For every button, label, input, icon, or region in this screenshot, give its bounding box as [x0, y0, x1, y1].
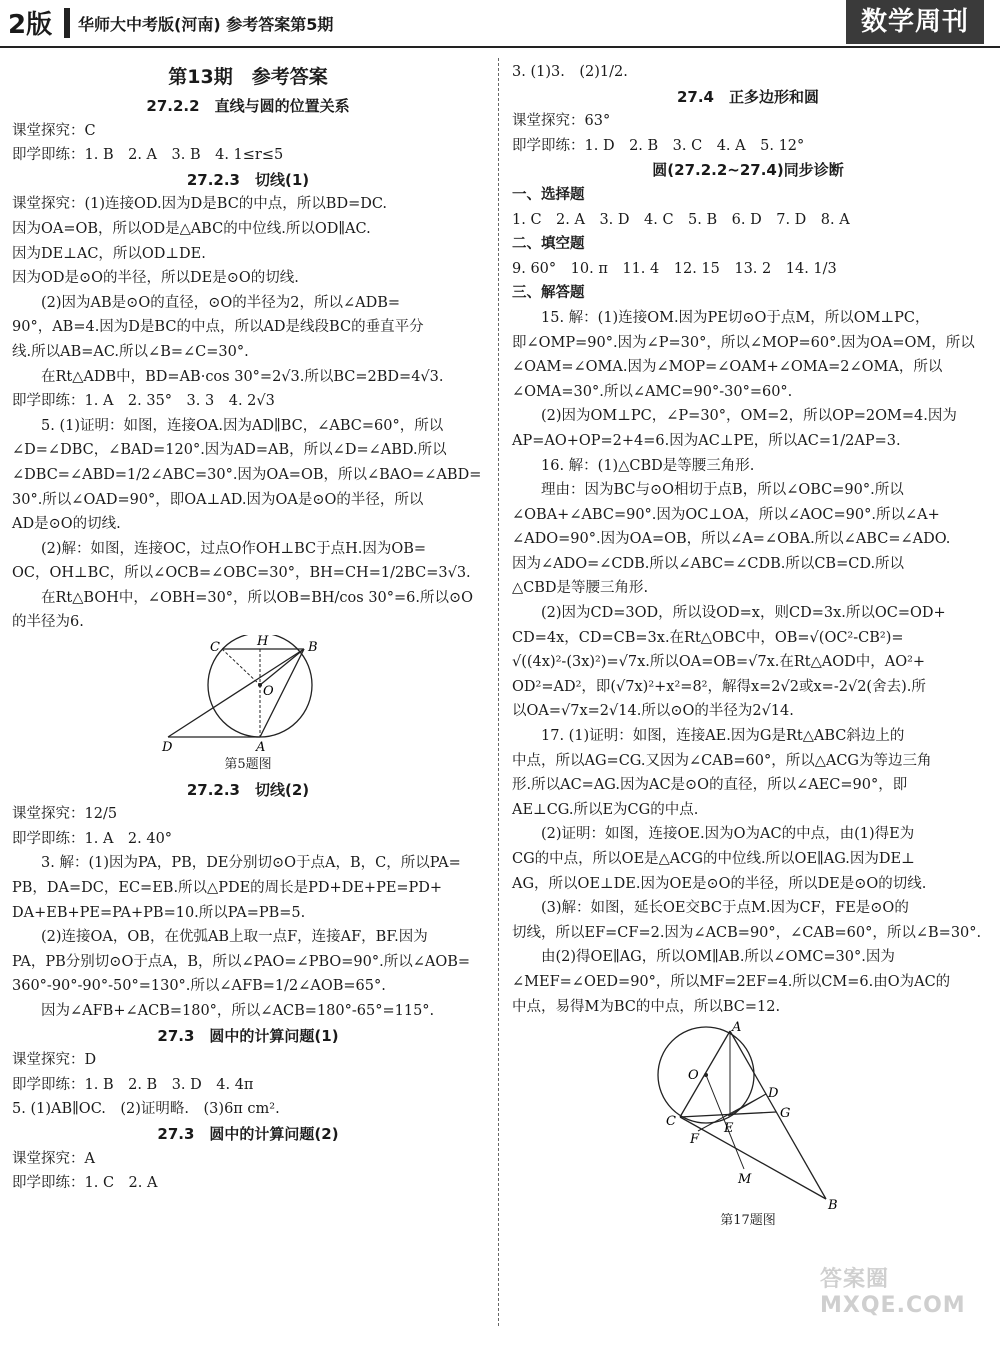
answer-line: CD=4x，CD=CB=3x.在Rt△OBC中，OB=√(OC²-CB²)=	[512, 629, 904, 646]
answer-line: ∠ADO=90°.因为OA=OB，所以∠A=∠OBA.所以∠ABC=∠ADO.	[512, 531, 951, 548]
answer-line: 5. (1)AB∥OC. (2)证明略. (3)6π cm².	[12, 1101, 280, 1118]
edition-label: 2版	[8, 10, 53, 40]
answer-line: 课堂探究：63°	[512, 113, 611, 130]
answer-line: 360°-90°-90°-50°=130°.所以∠AFB=1/2∠AOB=65°.	[12, 978, 386, 995]
answer-line: △CBD是等腰三角形.	[512, 580, 649, 597]
answer-line: ∠MEF=∠OED=90°，所以MF=2EF=4.所以CM=6.由O为AC的	[512, 973, 951, 990]
answer-line: CG的中点，所以OE是△ACG的中位线.所以OE∥AG.因为DE⊥	[512, 851, 915, 867]
point-label-a: A	[732, 1020, 742, 1036]
answer-line: ∠OMA=30°.所以∠AMC=90°-30°=60°.	[512, 383, 793, 400]
point-label-m: M	[738, 1172, 752, 1188]
answer-line: (2)因为CD=3OD，所以设OD=x，则CD=3x.所以OC=OD+	[541, 605, 946, 622]
answer-line: √((4x)²-(3x)²)=√7x.所以OA=OB=√7x.在Rt△AOD中，AO²+	[512, 654, 926, 671]
section-heading: 圆(27.2.2~27.4)同步诊断	[652, 161, 844, 180]
answer-line: 在Rt△BOH中，∠OBH=30°，所以OB=BH/cos 30°=6.所以⊙O	[41, 589, 474, 606]
answer-line: 因为∠ADO=∠CDB.所以∠ABC=∠CDB.所以CB=CD.所以	[512, 555, 905, 572]
answer-line: 90°，AB=4.因为D是BC的中点，所以AD是线段BC的垂直平分	[12, 319, 424, 336]
point-label-c: C	[666, 1114, 676, 1130]
point-label-d: D	[162, 740, 173, 754]
point-label-g: G	[780, 1106, 791, 1122]
answer-line: 因为OD是⊙O的半径，所以DE是⊙O的切线.	[12, 270, 299, 287]
section-heading: 27.3 圆中的计算问题(2)	[157, 1124, 339, 1143]
answer-line: (2)解：如图，连接OC，过点O作OH⊥BC于点H.因为OB=	[41, 540, 427, 557]
answer-line: 即学即练：1. A 2. 40°	[12, 830, 173, 847]
publication-title: 华师大中考版(河南) 参考答案第5期	[78, 15, 334, 34]
answer-line: (3)解：如图，延长OE交BC于点M.因为CF，FE是⊙O的	[541, 900, 909, 917]
point-label-o: O	[263, 684, 274, 700]
answer-line: DA+EB+PE=PA+PB=10.所以PA=PB=5.	[12, 904, 306, 921]
answer-line: 因为∠AFB+∠ACB=180°，所以∠ACB=180°-65°=115°.	[41, 1003, 435, 1019]
answer-line: 线.所以AB=AC.所以∠B=∠C=30°.	[12, 343, 249, 360]
answer-line: 即∠OMP=90°.因为∠P=30°，所以∠MOP=60°.因为OA=OM，所以	[512, 334, 975, 351]
answer-line: ∠D=∠DBC，∠BAD=120°.因为AD=AB，所以∠D=∠ABD.所以	[12, 442, 447, 459]
part-heading: 三、解答题	[512, 285, 585, 302]
answer-line: AE⊥CG.所以E为CG的中点.	[512, 801, 699, 818]
answer-line: 中点，所以AG=CG.又因为∠CAB=60°，所以△ACG为等边三角	[512, 752, 932, 769]
point-label-c: C	[210, 640, 220, 656]
answer-line: 课堂探究：12/5	[12, 806, 118, 823]
answer-line: (2)因为OM⊥PC，∠P=30°，OM=2，所以OP=2OM=4.因为	[541, 408, 957, 425]
answer-line: 即学即练：1. C 2. A	[12, 1175, 158, 1192]
answer-line: 的半径为6.	[12, 614, 84, 631]
right-column	[512, 60, 984, 1234]
answer-line: 即学即练：1. B 2. A 3. B 4. 1≤r≤5	[12, 147, 284, 164]
figure-17-diagram	[648, 1019, 848, 1209]
point-label-h: H	[257, 635, 269, 650]
answer-line: 16. 解：(1)△CBD是等腰三角形.	[541, 457, 755, 474]
part-heading: 一、选择题	[512, 186, 585, 203]
answer-line: 课堂探究：C	[12, 122, 96, 139]
answer-line: 即学即练：1. A 2. 35° 3. 3 4. 2√3	[12, 393, 275, 410]
answer-line: AG，所以OE⊥DE.因为OE是⊙O的半径，所以DE是⊙O的切线.	[512, 875, 927, 892]
point-label-e: E	[724, 1121, 734, 1137]
answer-line: 课堂探究：(1)连接OD.因为D是BC的中点，所以BD=DC.	[12, 196, 388, 213]
page-header	[0, 0, 1000, 48]
answer-line: 因为OA=OB，所以OD是△ABC的中位线.所以OD∥AC.	[12, 220, 371, 237]
answer-line: 9. 60° 10. π 11. 4 12. 15 13. 2 14. 1/3	[512, 260, 837, 277]
answer-line: PA，PB分别切⊙O于点A，B，所以∠PAO=∠PBO=90°.所以∠AOB=	[12, 953, 471, 970]
answer-line: OD²=AD²，即(√7x)²+x²=8²，解得x=2√2或x=-2√2(舍去).所	[512, 678, 926, 695]
answer-line: AD是⊙O的切线.	[12, 516, 121, 533]
answer-line: AP=AO+OP=2+4=6.因为AC⊥PE，所以AC=1/2AP=3.	[512, 432, 901, 449]
figure-17-caption: 第17题图	[720, 1213, 776, 1229]
answer-line: ∠OBA+∠ABC=90°.因为OC⊥OA，所以∠AOC=90°.所以∠A+	[512, 506, 940, 523]
answer-line: 3. 解：(1)因为PA，PB，DE分别切⊙O于点A，B，C，所以PA=	[41, 855, 461, 872]
answer-line: 1. C 2. A 3. D 4. C 5. B 6. D 7. D 8. A	[512, 211, 850, 228]
point-label-f: F	[690, 1132, 700, 1148]
header-rule	[0, 46, 1000, 48]
point-label-o: O	[688, 1068, 699, 1084]
answer-line: 5. (1)证明：如图，连接OA.因为AD∥BC，∠ABC=60°，所以	[41, 417, 444, 434]
answer-line: 形.所以AC=AG.因为AC是⊙O的直径，所以∠AEC=90°，即	[512, 777, 908, 794]
section-heading: 27.3 圆中的计算问题(1)	[157, 1026, 339, 1045]
answer-line: OC，OH⊥BC，所以∠OCB=∠OBC=30°，BH=CH=1/2BC=3√3.	[12, 565, 471, 582]
answer-line: 中点，易得M为BC的中点，所以BC=12.	[512, 998, 781, 1015]
page-title: 第13期 参考答案	[168, 66, 328, 88]
answer-line: 30°.所以∠OAD=90°，即OA⊥AD.因为OA是⊙O的半径，所以	[12, 491, 424, 508]
answer-line: ∠OAM=∠OMA.因为∠MOP=∠OAM+∠OMA=2∠OMA，所以	[512, 359, 943, 376]
section-heading: 27.2.3 切线(2)	[186, 780, 310, 799]
answer-line: PB，DA=DC，EC=EB.所以△PDE的周长是PD+DE+PE=PD+	[12, 880, 443, 897]
left-column	[12, 60, 484, 1196]
section-heading: 27.4 正多边形和圆	[676, 87, 819, 106]
answer-line: (2)因为AB是⊙O的直径，⊙O的半径为2，所以∠ADB=	[41, 294, 401, 311]
answer-line: 15. 解：(1)连接OM.因为PE切⊙O于点M，所以OM⊥PC，	[541, 309, 930, 326]
answer-line: ∠DBC=∠ABD=1/2∠ABC=30°.因为OA=OB，所以∠BAO=∠ABD=	[12, 466, 482, 483]
answer-line: 课堂探究：D	[12, 1052, 97, 1069]
answer-line: 课堂探究：A	[12, 1150, 95, 1167]
column-divider	[498, 58, 499, 1326]
header-divider	[64, 8, 70, 38]
answer-line: 切线，所以EF=CF=2.因为∠ACB=90°，∠CAB=60°，所以∠B=30°.	[512, 924, 982, 941]
watermark: 答案圈 MXQE.COM	[820, 1267, 966, 1318]
part-heading: 二、填空题	[512, 236, 585, 253]
point-label-b: B	[828, 1198, 838, 1210]
point-label-a: A	[256, 740, 266, 754]
answer-line: 3. (1)3. (2)1/2.	[512, 64, 628, 80]
section-heading: 27.2.2 直线与圆的位置关系	[146, 97, 350, 115]
answer-line: 以OA=√7x=2√14.所以⊙O的半径为2√14.	[512, 703, 794, 720]
section-heading: 27.2.3 切线(1)	[186, 170, 310, 189]
answer-line: (2)连接OA，OB，在优弧AB上取一点F，连接AF，BF.因为	[41, 929, 428, 946]
point-label-b: B	[308, 640, 318, 656]
brand-badge: 数学周刊	[846, 0, 984, 44]
answer-line: 因为DE⊥AC，所以OD⊥DE.	[12, 245, 206, 262]
answer-line: 即学即练：1. D 2. B 3. C 4. A 5. 12°	[512, 137, 805, 154]
answer-line: 即学即练：1. B 2. B 3. D 4. 4π	[12, 1076, 254, 1093]
answer-line: 在Rt△ADB中，BD=AB·cos 30°=2√3.所以BC=2BD=4√3.	[41, 368, 444, 385]
answer-line: 理由：因为BC与⊙O相切于点B，所以∠OBC=90°.所以	[541, 482, 904, 499]
figure-5-diagram	[148, 635, 348, 753]
answer-line: (2)证明：如图，连接OE.因为O为AC的中点，由(1)得E为	[541, 826, 915, 843]
answer-line: 由(2)得OE∥AG，所以OM∥AB.所以∠OMC=30°.因为	[541, 949, 895, 966]
point-label-d: D	[768, 1086, 779, 1102]
answer-line: 17. (1)证明：如图，连接AE.因为G是Rt△ABC斜边上的	[541, 728, 905, 745]
figure-5-caption: 第5题图	[224, 757, 272, 773]
